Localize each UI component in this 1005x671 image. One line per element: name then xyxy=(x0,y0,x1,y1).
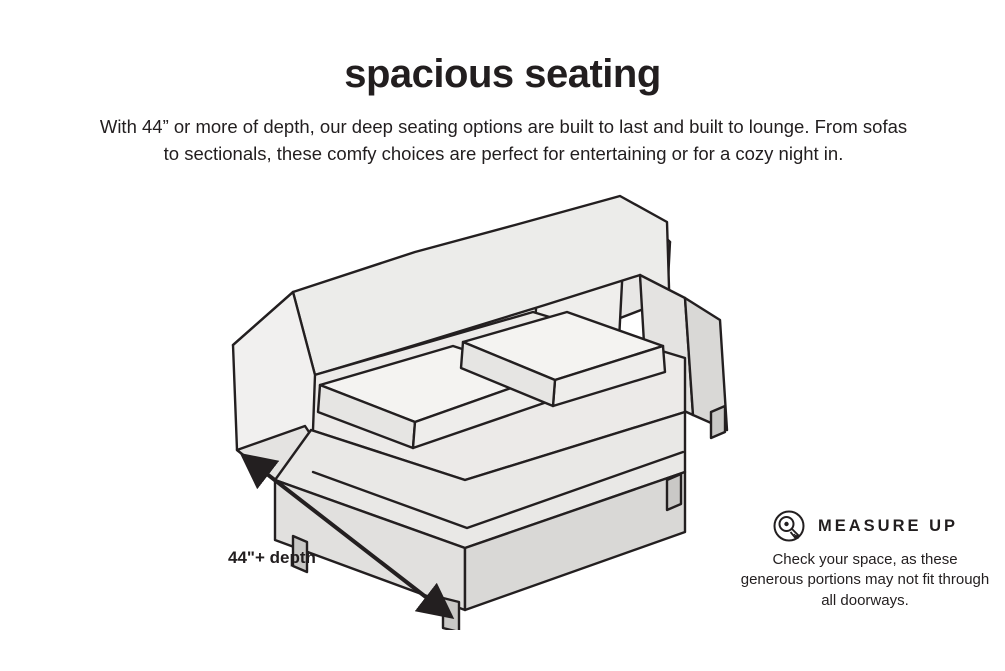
depth-label: 44"+ depth xyxy=(228,548,316,567)
measure-up-note: Check your space, as these generous portions may not fit through all doorways. xyxy=(740,551,990,609)
page-title: spacious seating xyxy=(344,52,661,96)
measure-up-title: MEASURE UP xyxy=(817,516,958,535)
measure-up-block xyxy=(740,508,990,611)
depth-arrow xyxy=(240,450,460,630)
tape-measure-icon xyxy=(772,509,806,543)
description-text: With 44” or more of depth, our deep seating options are built to last and built to lounge. From sofas to sectionals, these comfy choices are perfect for entertaining or for a cozy night in. xyxy=(99,116,908,164)
